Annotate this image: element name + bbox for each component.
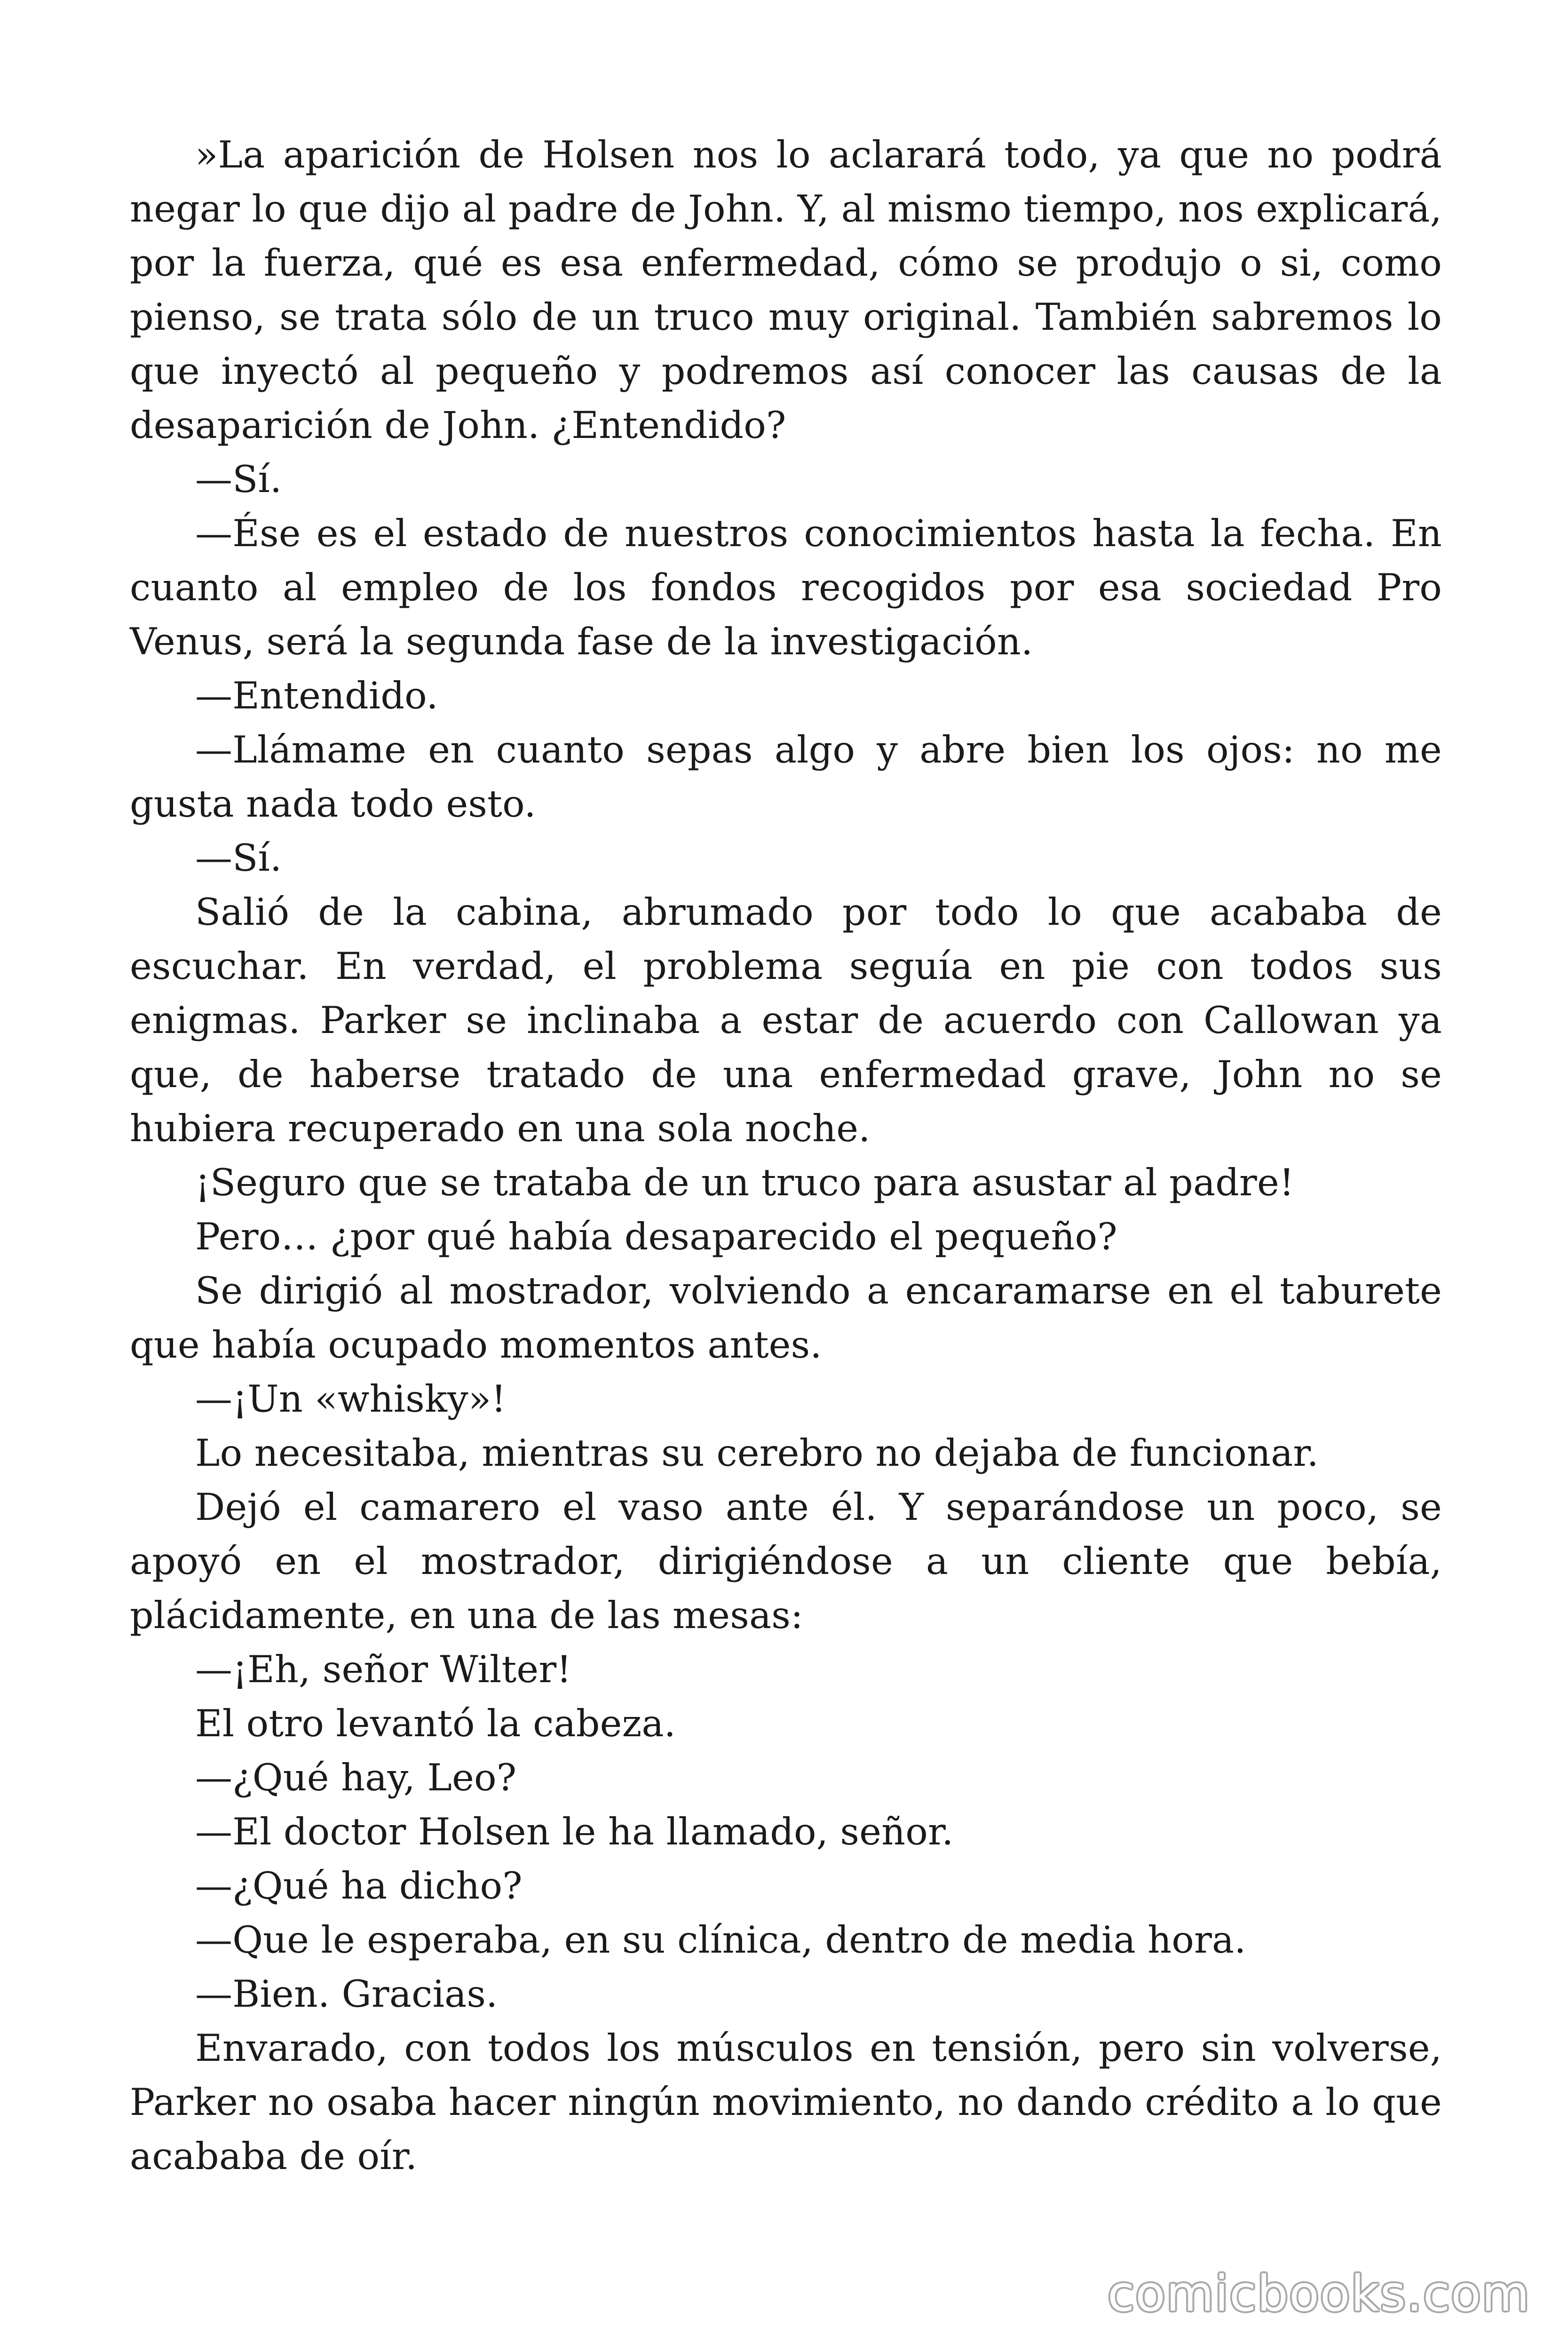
paragraph: —¡Eh, señor Wilter! xyxy=(195,1648,572,1691)
watermark-logo: comicbooks.com xyxy=(1107,2265,1530,2322)
paragraph: —Bien. Gracias. xyxy=(195,1972,498,2016)
paragraph: —Llámame en cuanto sepas algo y abre bien los ojos: no me gusta nada todo esto. xyxy=(130,728,1442,826)
paragraph: Se dirigió al mostrador, volviendo a encaramarse en el taburete que había ocupado momentos antes. xyxy=(130,1269,1442,1367)
paragraph: Lo necesitaba, mientras su cerebro no dejaba de funcionar. xyxy=(195,1431,1319,1475)
paragraph: —El doctor Holsen le ha llamado, señor. xyxy=(195,1810,954,1853)
paragraph: Dejó el camarero el vaso ante él. Y separándose un poco, se apoyó en el mostrador, dirigiéndose a un cliente que bebía, plácidamente, en una de las mesas: xyxy=(130,1486,1442,1637)
paragraph: »La aparición de Holsen nos lo aclarará todo, ya que no podrá negar lo que dijo al padre de John. Y, al mismo tiempo, nos explicará, por la fuerza, qué es esa enfermedad, cómo se produjo o si, como pienso, se trata sólo de un truco muy original. También sabremos lo que inyectó al pequeño y podremos así conocer las causas de la desaparición de John. ¿Entendido? xyxy=(130,133,1442,447)
paragraph: Envarado, con todos los músculos en tensión, pero sin volverse, Parker no osaba hacer ningún movimiento, no dando crédito a lo que acababa de oír. xyxy=(130,2026,1442,2178)
paragraph: —¿Qué hay, Leo? xyxy=(195,1756,517,1799)
paragraph: —Entendido. xyxy=(195,674,438,717)
paragraph: —¡Un «whisky»! xyxy=(195,1377,507,1421)
paragraph: —¿Qué ha dicho? xyxy=(195,1864,523,1907)
paragraph: El otro levantó la cabeza. xyxy=(195,1702,676,1745)
paragraph: —Ése es el estado de nuestros conocimientos hasta la fecha. En cuanto al empleo de los fondos recogidos por esa sociedad Pro Venus, será la segunda fase de la investigación. xyxy=(130,512,1442,663)
paragraph: Salió de la cabina, abrumado por todo lo que acababa de escuchar. En verdad, el problema seguía en pie con todos sus enigmas. Parker se inclinaba a estar de acuerdo con Callowan ya que, de haberse tratado de una enfermedad grave, John no se hubiera recuperado en una sola noche. xyxy=(130,890,1442,1150)
paragraph: Pero… ¿por qué había desaparecido el pequeño? xyxy=(195,1215,1117,1258)
paragraph: —Sí. xyxy=(195,458,282,501)
paragraph: ¡Seguro que se trataba de un truco para asustar al padre! xyxy=(195,1161,1294,1204)
page-text-body xyxy=(130,128,1442,2184)
paragraph: —Sí. xyxy=(195,836,282,880)
paragraph: —Que le esperaba, en su clínica, dentro de media hora. xyxy=(195,1918,1246,1962)
